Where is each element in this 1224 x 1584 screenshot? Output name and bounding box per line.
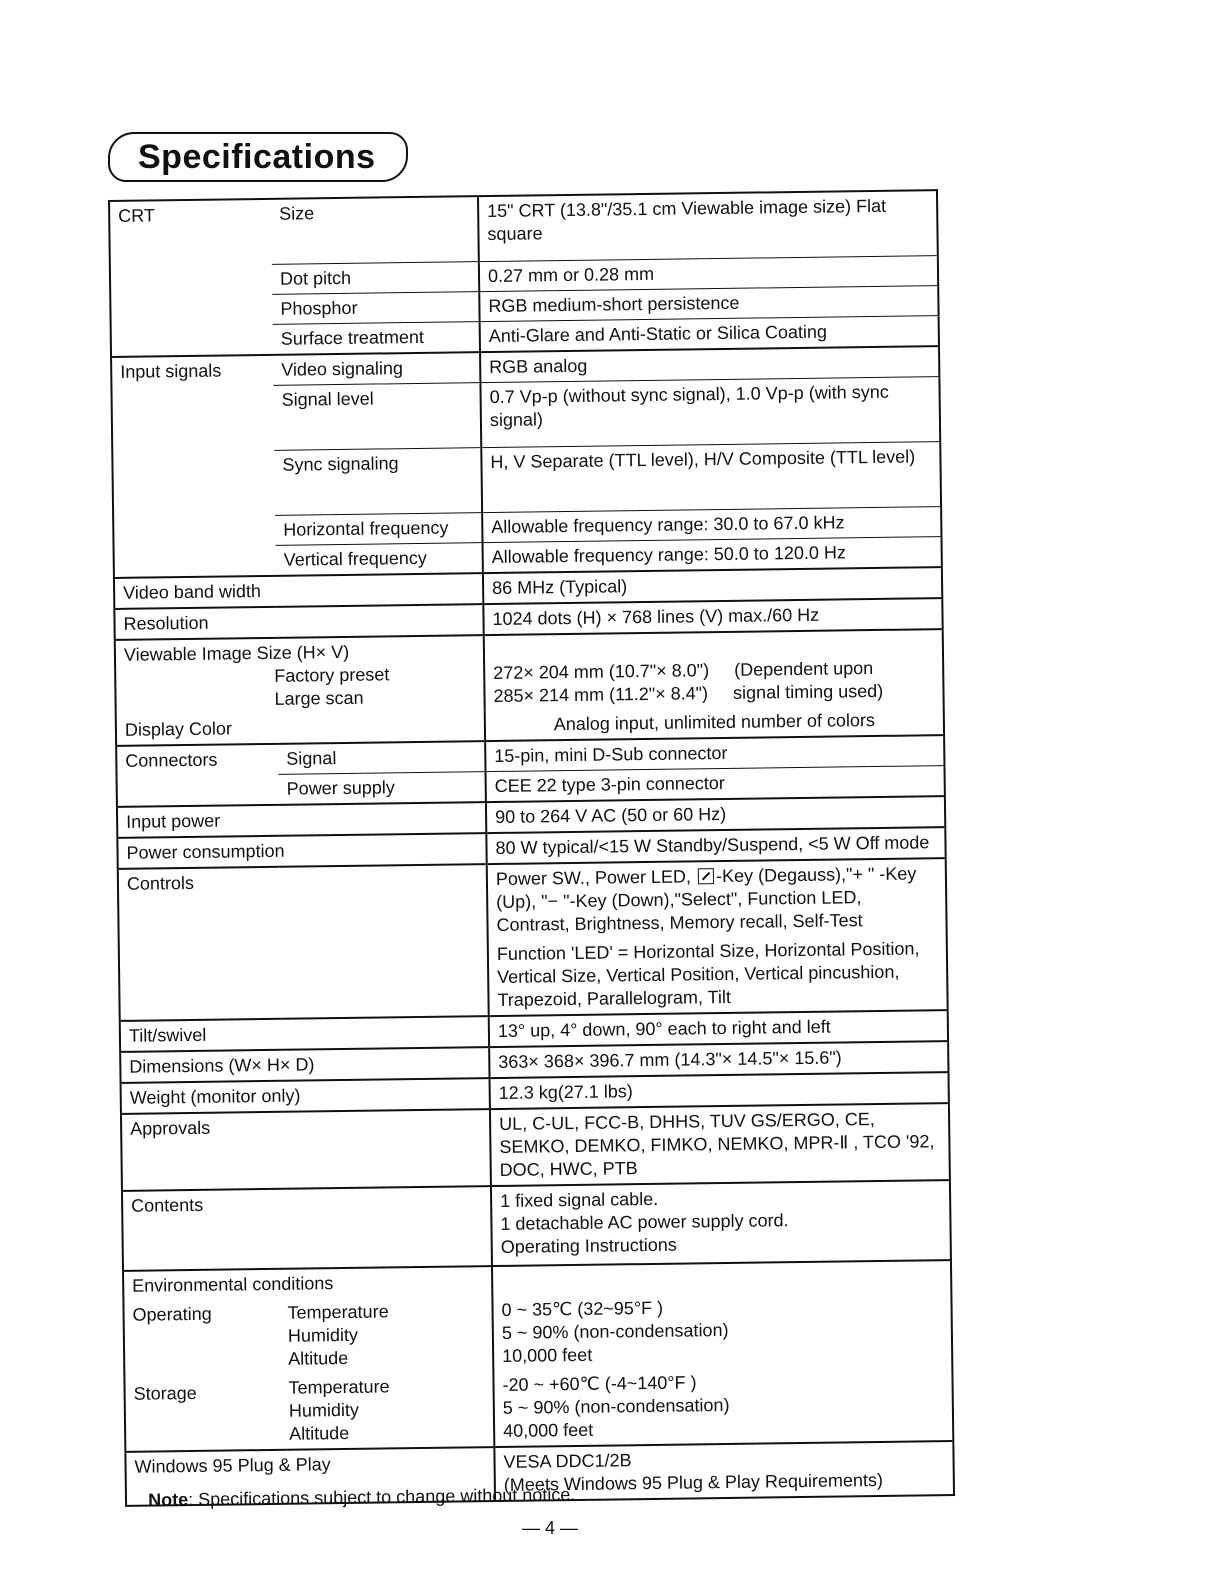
value-connector-signal: 15-pin, mini D-Sub connector xyxy=(485,735,944,772)
value-video-signaling: RGB analog xyxy=(480,346,939,383)
row-controls xyxy=(118,858,948,1021)
value-op-altitude: 10,000 feet xyxy=(502,1344,593,1366)
value-st-temp: -20 ~ +60℃ (-4~140°F ) xyxy=(502,1372,697,1395)
value-controls-2: Function 'LED' = Horizontal Size, Horizontal Position, Vertical Size, Vertical Position, Vertical pincushion, Trapezoid, Parallelogram, Tilt xyxy=(496,938,920,1010)
label-st-altitude: Altitude xyxy=(289,1422,350,1444)
label-dimensions: Dimensions (W× H× D) xyxy=(120,1047,489,1083)
spec-sheet xyxy=(108,189,985,1510)
label-large: Large scan xyxy=(274,687,364,709)
label-storage: Storage xyxy=(133,1382,197,1404)
value-approvals: UL, C-UL, FCC-B, DHHS, TUV GS/ERGO, CE, SEMKO, DEMKO, FIMKO, NEMKO, MPR-Ⅱ , TCO '92, DOC, HWC, PTB xyxy=(490,1103,950,1186)
label-op-temp: Temperature xyxy=(287,1301,389,1323)
value-sync: H, V Separate (TTL level), H/V Composite (TTL level) xyxy=(481,442,941,513)
value-st-humidity: 5 ~ 90% (non-condensation) xyxy=(502,1394,730,1418)
row-crt-size xyxy=(109,190,938,266)
label-size: Size xyxy=(271,196,479,264)
value-factory: 272× 204 mm (10.7"× 8.0") xyxy=(493,660,710,683)
label-bandwidth: Video band width xyxy=(114,573,483,609)
label-contents: Contents xyxy=(122,1186,492,1271)
label-input-signals: Input signals xyxy=(111,355,273,388)
value-controls-1a: Power SW., Power LED, xyxy=(495,866,692,889)
degauss-icon xyxy=(698,868,714,884)
value-weight: 12.3 kg(27.1 lbs) xyxy=(490,1072,949,1109)
value-controls-1b: -Key (Degauss),"+ " -Key (Up), "− "-Key (Down),"Select", Function LED, Contrast, Brightness, Memory recall, Self-Test xyxy=(496,863,917,935)
row-approvals xyxy=(121,1103,950,1191)
label-plug-play: Windows 95 Plug & Play xyxy=(125,1447,495,1506)
label-input-power: Input power xyxy=(117,802,486,838)
value-display-color: Analog input, unlimited number of colors xyxy=(553,710,876,735)
label-power-consumption: Power consumption xyxy=(117,833,486,869)
value-surface: Anti-Glare and Anti-Static or Silica Coating xyxy=(480,316,939,353)
label-operating: Operating xyxy=(132,1303,212,1325)
label-weight: Weight (monitor only) xyxy=(121,1078,490,1114)
value-hfreq: Allowable frequency range: 30.0 to 67.0 kHz xyxy=(482,507,941,543)
value-resolution: 1024 dots (H) × 768 lines (V) max./60 Hz xyxy=(483,598,942,635)
label-surface: Surface treatment xyxy=(273,322,480,355)
footnote xyxy=(148,1484,575,1511)
row-viewable xyxy=(115,629,944,716)
label-display-color: Display Color xyxy=(116,711,485,746)
label-signal-level: Signal level xyxy=(273,383,481,451)
value-size: 15" CRT (13.8"/35.1 cm Viewable image size) Flat square xyxy=(478,190,938,262)
label-op-humidity: Humidity xyxy=(287,1324,359,1346)
value-plug-2: (Meets Windows 95 Plug & Play Requirements) xyxy=(503,1469,884,1495)
label-st-temp: Temperature xyxy=(288,1376,390,1398)
label-controls: Controls xyxy=(118,864,489,1021)
value-op-temp: 0 ~ 35℃ (32~95°F ) xyxy=(501,1297,664,1320)
value-large: 285× 214 mm (11.2"× 8.4") xyxy=(493,683,709,706)
value-input-power: 90 to 264 V AC (50 or 60 Hz) xyxy=(486,796,945,833)
label-viewable: Viewable Image Size (H× V) xyxy=(123,641,350,665)
label-connector-signal: Signal xyxy=(278,741,485,774)
row-signal-level xyxy=(111,377,940,453)
label-dot-pitch: Dot pitch xyxy=(272,262,479,295)
label-crt: CRT xyxy=(109,199,272,267)
label-st-humidity: Humidity xyxy=(288,1399,360,1421)
value-tilt: 13° up, 4° down, 90° each to right and left xyxy=(489,1010,948,1047)
label-hfreq: Horizontal frequency xyxy=(275,513,482,546)
label-tilt: Tilt/swivel xyxy=(120,1016,489,1052)
note-text: : Specifications subject to change without notice. xyxy=(187,1484,576,1510)
value-dep2: signal timing used) xyxy=(732,680,884,703)
row-sync xyxy=(112,442,941,518)
label-phosphor: Phosphor xyxy=(272,292,479,325)
value-op-humidity: 5 ~ 90% (non-condensation) xyxy=(501,1319,729,1343)
value-contents-2: 1 detachable AC power supply cord. xyxy=(500,1210,789,1234)
label-sync: Sync signaling xyxy=(274,448,482,516)
value-contents-1: 1 fixed signal cable. xyxy=(500,1188,659,1211)
note-label: Note xyxy=(148,1489,189,1510)
value-phosphor: RGB medium-short persistence xyxy=(479,286,938,322)
value-contents-3: Operating Instructions xyxy=(500,1234,677,1257)
label-video-signaling: Video signaling xyxy=(273,352,480,385)
value-bandwidth: 86 MHz (Typical) xyxy=(483,567,942,604)
value-power-consumption: 80 W typical/<15 W Standby/Suspend, <5 W Off mode xyxy=(486,827,945,864)
label-factory: Factory preset xyxy=(274,664,390,686)
value-connector-power: CEE 22 type 3-pin connector xyxy=(486,766,945,803)
label-resolution: Resolution xyxy=(114,604,483,640)
value-signal-level: 0.7 Vp-p (without sync signal), 1.0 Vp-p (with sync signal) xyxy=(480,377,940,448)
value-dimensions: 363× 368× 396.7 mm (14.3"× 14.5"× 15.6") xyxy=(489,1041,948,1078)
row-contents xyxy=(122,1180,951,1271)
value-plug-1: VESA DDC1/2B xyxy=(503,1450,632,1472)
value-vfreq: Allowable frequency range: 50.0 to 120.0 Hz xyxy=(483,537,942,574)
label-vfreq: Vertical frequency xyxy=(276,543,483,576)
label-approvals: Approvals xyxy=(121,1109,491,1191)
label-op-altitude: Altitude xyxy=(288,1347,349,1369)
value-dot-pitch: 0.27 mm or 0.28 mm xyxy=(479,256,938,292)
spec-table xyxy=(108,189,955,1510)
label-connectors: Connectors xyxy=(116,744,278,777)
row-environment xyxy=(123,1260,953,1452)
page-title: Specifications xyxy=(108,132,408,182)
label-connector-power: Power supply xyxy=(279,772,486,805)
value-dep1: (Dependent upon xyxy=(733,658,874,680)
page-number: — 4 — xyxy=(521,1518,578,1538)
label-environment: Environmental conditions xyxy=(132,1273,334,1296)
value-st-altitude: 40,000 feet xyxy=(503,1419,594,1441)
